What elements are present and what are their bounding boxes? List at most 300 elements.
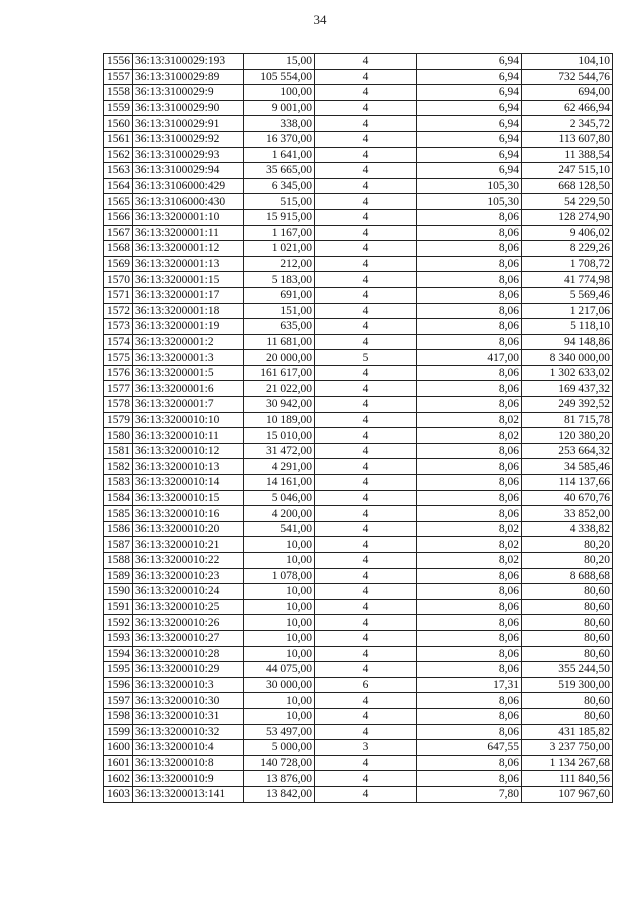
group-cell: 4	[315, 537, 417, 553]
table-row	[104, 147, 613, 163]
rate-cell: 8,06	[417, 771, 522, 787]
table-row	[104, 412, 613, 428]
cadastral-number-cell: 36:13:3200010:15	[133, 490, 244, 506]
value-cell: 431 185,82	[522, 724, 613, 740]
area-cell: 30 942,00	[244, 397, 315, 413]
table-row	[104, 209, 613, 225]
table-row	[104, 615, 613, 631]
area-cell: 515,00	[244, 194, 315, 210]
rate-cell: 8,06	[417, 490, 522, 506]
cadastral-number-cell: 36:13:3100029:193	[133, 54, 244, 70]
value-cell: 4 338,82	[522, 521, 613, 537]
row-number-cell: 1593	[104, 630, 133, 646]
group-cell: 6	[315, 677, 417, 693]
table-row	[104, 646, 613, 662]
row-number-cell: 1567	[104, 225, 133, 241]
row-number-cell: 1588	[104, 553, 133, 569]
group-cell: 4	[315, 381, 417, 397]
group-cell: 4	[315, 693, 417, 709]
value-cell: 80,60	[522, 584, 613, 600]
row-number-cell: 1589	[104, 568, 133, 584]
value-cell: 80,60	[522, 599, 613, 615]
table-row	[104, 537, 613, 553]
cadastral-number-cell: 36:13:3200001:5	[133, 365, 244, 381]
area-cell: 5 046,00	[244, 490, 315, 506]
rate-cell: 8,06	[417, 662, 522, 678]
area-cell: 4 291,00	[244, 459, 315, 475]
cadastral-number-cell: 36:13:3100029:93	[133, 147, 244, 163]
area-cell: 13 876,00	[244, 771, 315, 787]
value-cell: 1 302 633,02	[522, 365, 613, 381]
rate-cell: 105,30	[417, 194, 522, 210]
value-cell: 104,10	[522, 54, 613, 70]
cadastral-number-cell: 36:13:3200013:141	[133, 786, 244, 802]
value-cell: 249 392,52	[522, 397, 613, 413]
group-cell: 4	[315, 490, 417, 506]
value-cell: 111 840,56	[522, 771, 613, 787]
table-row	[104, 54, 613, 70]
value-cell: 2 345,72	[522, 116, 613, 132]
rate-cell: 8,02	[417, 537, 522, 553]
area-cell: 53 497,00	[244, 724, 315, 740]
area-cell: 20 000,00	[244, 350, 315, 366]
value-cell: 5 569,46	[522, 287, 613, 303]
area-cell: 10,00	[244, 553, 315, 569]
value-cell: 694,00	[522, 85, 613, 101]
rate-cell: 8,06	[417, 475, 522, 491]
cadastral-number-cell: 36:13:3200010:29	[133, 662, 244, 678]
cadastral-number-cell: 36:13:3200001:18	[133, 303, 244, 319]
row-number-cell: 1559	[104, 100, 133, 116]
area-cell: 10 189,00	[244, 412, 315, 428]
value-cell: 113 607,80	[522, 131, 613, 147]
cadastral-number-cell: 36:13:3200001:3	[133, 350, 244, 366]
table-row	[104, 724, 613, 740]
table-row	[104, 553, 613, 569]
cadastral-number-cell: 36:13:3100029:89	[133, 69, 244, 85]
cadastral-number-cell: 36:13:3200010:9	[133, 771, 244, 787]
table-row	[104, 194, 613, 210]
value-cell: 355 244,50	[522, 662, 613, 678]
area-cell: 44 075,00	[244, 662, 315, 678]
table-row	[104, 131, 613, 147]
cadastral-number-cell: 36:13:3200010:23	[133, 568, 244, 584]
group-cell: 4	[315, 475, 417, 491]
land-plots-table	[103, 53, 613, 803]
row-number-cell: 1579	[104, 412, 133, 428]
value-cell: 33 852,00	[522, 506, 613, 522]
row-number-cell: 1590	[104, 584, 133, 600]
row-number-cell: 1598	[104, 708, 133, 724]
value-cell: 1 134 267,68	[522, 755, 613, 771]
area-cell: 16 370,00	[244, 131, 315, 147]
cadastral-number-cell: 36:13:3200010:11	[133, 428, 244, 444]
rate-cell: 8,06	[417, 303, 522, 319]
rate-cell: 105,30	[417, 178, 522, 194]
value-cell: 80,60	[522, 615, 613, 631]
value-cell: 80,60	[522, 630, 613, 646]
rate-cell: 6,94	[417, 54, 522, 70]
group-cell: 4	[315, 131, 417, 147]
value-cell: 8 229,26	[522, 241, 613, 257]
table-row	[104, 490, 613, 506]
table-row	[104, 630, 613, 646]
group-cell: 4	[315, 646, 417, 662]
row-number-cell: 1601	[104, 755, 133, 771]
area-cell: 13 842,00	[244, 786, 315, 802]
rate-cell: 8,06	[417, 256, 522, 272]
table-row	[104, 693, 613, 709]
row-number-cell: 1556	[104, 54, 133, 70]
value-cell: 3 237 750,00	[522, 740, 613, 756]
rate-cell: 8,06	[417, 506, 522, 522]
group-cell: 4	[315, 755, 417, 771]
table-row	[104, 319, 613, 335]
rate-cell: 8,02	[417, 428, 522, 444]
value-cell: 62 466,94	[522, 100, 613, 116]
table-row	[104, 256, 613, 272]
group-cell: 4	[315, 178, 417, 194]
row-number-cell: 1576	[104, 365, 133, 381]
row-number-cell: 1562	[104, 147, 133, 163]
group-cell: 4	[315, 521, 417, 537]
table-row	[104, 459, 613, 475]
rate-cell: 8,06	[417, 693, 522, 709]
cadastral-number-cell: 36:13:3200010:22	[133, 553, 244, 569]
table-row	[104, 771, 613, 787]
row-number-cell: 1581	[104, 443, 133, 459]
row-number-cell: 1572	[104, 303, 133, 319]
rate-cell: 8,06	[417, 397, 522, 413]
row-number-cell: 1568	[104, 241, 133, 257]
value-cell: 81 715,78	[522, 412, 613, 428]
area-cell: 161 617,00	[244, 365, 315, 381]
row-number-cell: 1565	[104, 194, 133, 210]
row-number-cell: 1580	[104, 428, 133, 444]
rate-cell: 8,06	[417, 209, 522, 225]
row-number-cell: 1563	[104, 163, 133, 179]
group-cell: 4	[315, 209, 417, 225]
value-cell: 54 229,50	[522, 194, 613, 210]
area-cell: 10,00	[244, 599, 315, 615]
area-cell: 1 021,00	[244, 241, 315, 257]
group-cell: 4	[315, 615, 417, 631]
cadastral-number-cell: 36:13:3200010:8	[133, 755, 244, 771]
cadastral-number-cell: 36:13:3200001:6	[133, 381, 244, 397]
table-row	[104, 677, 613, 693]
area-cell: 21 022,00	[244, 381, 315, 397]
table-row	[104, 163, 613, 179]
row-number-cell: 1594	[104, 646, 133, 662]
area-cell: 9 001,00	[244, 100, 315, 116]
cadastral-number-cell: 36:13:3200010:14	[133, 475, 244, 491]
cadastral-number-cell: 36:13:3200010:28	[133, 646, 244, 662]
group-cell: 4	[315, 412, 417, 428]
table-row	[104, 303, 613, 319]
value-cell: 80,20	[522, 553, 613, 569]
rate-cell: 8,06	[417, 708, 522, 724]
row-number-cell: 1599	[104, 724, 133, 740]
value-cell: 11 388,54	[522, 147, 613, 163]
area-cell: 105 554,00	[244, 69, 315, 85]
rate-cell: 8,06	[417, 334, 522, 350]
value-cell: 668 128,50	[522, 178, 613, 194]
table-row	[104, 381, 613, 397]
row-number-cell: 1578	[104, 397, 133, 413]
area-cell: 338,00	[244, 116, 315, 132]
cadastral-number-cell: 36:13:3200010:16	[133, 506, 244, 522]
cadastral-number-cell: 36:13:3200010:12	[133, 443, 244, 459]
rate-cell: 6,94	[417, 147, 522, 163]
rate-cell: 8,06	[417, 287, 522, 303]
cadastral-number-cell: 36:13:3200010:25	[133, 599, 244, 615]
rate-cell: 417,00	[417, 350, 522, 366]
table-row	[104, 85, 613, 101]
group-cell: 4	[315, 319, 417, 335]
table-body	[104, 54, 613, 803]
value-cell: 8 340 000,00	[522, 350, 613, 366]
value-cell: 80,20	[522, 537, 613, 553]
value-cell: 80,60	[522, 708, 613, 724]
value-cell: 80,60	[522, 693, 613, 709]
area-cell: 10,00	[244, 537, 315, 553]
area-cell: 14 161,00	[244, 475, 315, 491]
table-row	[104, 599, 613, 615]
area-cell: 151,00	[244, 303, 315, 319]
value-cell: 34 585,46	[522, 459, 613, 475]
cadastral-number-cell: 36:13:3100029:91	[133, 116, 244, 132]
table-row	[104, 521, 613, 537]
area-cell: 10,00	[244, 646, 315, 662]
table-row	[104, 334, 613, 350]
rate-cell: 8,06	[417, 755, 522, 771]
row-number-cell: 1603	[104, 786, 133, 802]
row-number-cell: 1596	[104, 677, 133, 693]
cadastral-number-cell: 36:13:3200010:10	[133, 412, 244, 428]
row-number-cell: 1587	[104, 537, 133, 553]
group-cell: 4	[315, 662, 417, 678]
row-number-cell: 1577	[104, 381, 133, 397]
value-cell: 253 664,32	[522, 443, 613, 459]
rate-cell: 6,94	[417, 131, 522, 147]
row-number-cell: 1564	[104, 178, 133, 194]
group-cell: 4	[315, 459, 417, 475]
rate-cell: 8,02	[417, 412, 522, 428]
rate-cell: 8,06	[417, 365, 522, 381]
row-number-cell: 1566	[104, 209, 133, 225]
cadastral-number-cell: 36:13:3106000:429	[133, 178, 244, 194]
row-number-cell: 1585	[104, 506, 133, 522]
value-cell: 40 670,76	[522, 490, 613, 506]
cadastral-number-cell: 36:13:3200010:30	[133, 693, 244, 709]
group-cell: 4	[315, 786, 417, 802]
rate-cell: 6,94	[417, 100, 522, 116]
rate-cell: 8,06	[417, 630, 522, 646]
area-cell: 100,00	[244, 85, 315, 101]
cadastral-number-cell: 36:13:3200001:7	[133, 397, 244, 413]
rate-cell: 8,06	[417, 459, 522, 475]
group-cell: 4	[315, 147, 417, 163]
group-cell: 4	[315, 584, 417, 600]
cadastral-number-cell: 36:13:3200001:19	[133, 319, 244, 335]
row-number-cell: 1571	[104, 287, 133, 303]
table-row	[104, 116, 613, 132]
row-number-cell: 1592	[104, 615, 133, 631]
cadastral-number-cell: 36:13:3106000:430	[133, 194, 244, 210]
table-row	[104, 178, 613, 194]
value-cell: 5 118,10	[522, 319, 613, 335]
rate-cell: 6,94	[417, 116, 522, 132]
area-cell: 1 078,00	[244, 568, 315, 584]
table-row	[104, 69, 613, 85]
group-cell: 4	[315, 194, 417, 210]
group-cell: 4	[315, 708, 417, 724]
value-cell: 107 967,60	[522, 786, 613, 802]
group-cell: 4	[315, 69, 417, 85]
cadastral-number-cell: 36:13:3200001:17	[133, 287, 244, 303]
rate-cell: 8,06	[417, 599, 522, 615]
group-cell: 4	[315, 163, 417, 179]
area-cell: 11 681,00	[244, 334, 315, 350]
table-row	[104, 755, 613, 771]
rate-cell: 7,80	[417, 786, 522, 802]
table-row	[104, 428, 613, 444]
group-cell: 4	[315, 443, 417, 459]
area-cell: 15 915,00	[244, 209, 315, 225]
area-cell: 1 167,00	[244, 225, 315, 241]
row-number-cell: 1584	[104, 490, 133, 506]
group-cell: 4	[315, 553, 417, 569]
value-cell: 114 137,66	[522, 475, 613, 491]
rate-cell: 8,06	[417, 272, 522, 288]
group-cell: 4	[315, 428, 417, 444]
row-number-cell: 1558	[104, 85, 133, 101]
value-cell: 80,60	[522, 646, 613, 662]
group-cell: 4	[315, 241, 417, 257]
area-cell: 10,00	[244, 584, 315, 600]
area-cell: 5 000,00	[244, 740, 315, 756]
row-number-cell: 1575	[104, 350, 133, 366]
cadastral-number-cell: 36:13:3200001:11	[133, 225, 244, 241]
cadastral-number-cell: 36:13:3200010:20	[133, 521, 244, 537]
rate-cell: 8,06	[417, 381, 522, 397]
group-cell: 4	[315, 568, 417, 584]
row-number-cell: 1591	[104, 599, 133, 615]
rate-cell: 8,06	[417, 724, 522, 740]
row-number-cell: 1574	[104, 334, 133, 350]
rate-cell: 8,06	[417, 241, 522, 257]
value-cell: 41 774,98	[522, 272, 613, 288]
row-number-cell: 1569	[104, 256, 133, 272]
group-cell: 4	[315, 100, 417, 116]
rate-cell: 8,02	[417, 521, 522, 537]
table-row	[104, 365, 613, 381]
group-cell: 4	[315, 272, 417, 288]
group-cell: 4	[315, 724, 417, 740]
group-cell: 5	[315, 350, 417, 366]
table-row	[104, 100, 613, 116]
cadastral-number-cell: 36:13:3200010:13	[133, 459, 244, 475]
area-cell: 4 200,00	[244, 506, 315, 522]
group-cell: 3	[315, 740, 417, 756]
group-cell: 4	[315, 334, 417, 350]
cadastral-number-cell: 36:13:3200010:26	[133, 615, 244, 631]
cadastral-number-cell: 36:13:3200001:15	[133, 272, 244, 288]
rate-cell: 6,94	[417, 69, 522, 85]
rate-cell: 6,94	[417, 163, 522, 179]
rate-cell: 8,02	[417, 553, 522, 569]
group-cell: 4	[315, 303, 417, 319]
row-number-cell: 1560	[104, 116, 133, 132]
row-number-cell: 1600	[104, 740, 133, 756]
rate-cell: 8,06	[417, 615, 522, 631]
cadastral-number-cell: 36:13:3200001:10	[133, 209, 244, 225]
value-cell: 94 148,86	[522, 334, 613, 350]
area-cell: 15 010,00	[244, 428, 315, 444]
area-cell: 6 345,00	[244, 178, 315, 194]
cadastral-number-cell: 36:13:3100029:9	[133, 85, 244, 101]
rate-cell: 8,06	[417, 443, 522, 459]
cadastral-number-cell: 36:13:3200010:24	[133, 584, 244, 600]
cadastral-number-cell: 36:13:3100029:94	[133, 163, 244, 179]
rate-cell: 8,06	[417, 584, 522, 600]
table-row	[104, 225, 613, 241]
table-row	[104, 662, 613, 678]
group-cell: 4	[315, 630, 417, 646]
table-row	[104, 443, 613, 459]
value-cell: 8 688,68	[522, 568, 613, 584]
area-cell: 31 472,00	[244, 443, 315, 459]
rate-cell: 17,31	[417, 677, 522, 693]
value-cell: 9 406,02	[522, 225, 613, 241]
row-number-cell: 1583	[104, 475, 133, 491]
cadastral-number-cell: 36:13:3200010:21	[133, 537, 244, 553]
table-row	[104, 272, 613, 288]
table-row	[104, 287, 613, 303]
table-row	[104, 740, 613, 756]
row-number-cell: 1557	[104, 69, 133, 85]
row-number-cell: 1561	[104, 131, 133, 147]
cadastral-number-cell: 36:13:3100029:90	[133, 100, 244, 116]
cadastral-number-cell: 36:13:3200001:13	[133, 256, 244, 272]
group-cell: 4	[315, 85, 417, 101]
area-cell: 10,00	[244, 615, 315, 631]
area-cell: 635,00	[244, 319, 315, 335]
cadastral-number-cell: 36:13:3200001:2	[133, 334, 244, 350]
table-row	[104, 350, 613, 366]
group-cell: 4	[315, 256, 417, 272]
rate-cell: 8,06	[417, 225, 522, 241]
rate-cell: 647,55	[417, 740, 522, 756]
area-cell: 691,00	[244, 287, 315, 303]
table-row	[104, 708, 613, 724]
value-cell: 1 708,72	[522, 256, 613, 272]
table-row	[104, 241, 613, 257]
cadastral-number-cell: 36:13:3100029:92	[133, 131, 244, 147]
group-cell: 4	[315, 599, 417, 615]
group-cell: 4	[315, 506, 417, 522]
table-row	[104, 584, 613, 600]
value-cell: 519 300,00	[522, 677, 613, 693]
table-row	[104, 506, 613, 522]
area-cell: 10,00	[244, 630, 315, 646]
group-cell: 4	[315, 287, 417, 303]
row-number-cell: 1595	[104, 662, 133, 678]
table-row	[104, 475, 613, 491]
cadastral-number-cell: 36:13:3200010:4	[133, 740, 244, 756]
group-cell: 4	[315, 116, 417, 132]
area-cell: 30 000,00	[244, 677, 315, 693]
